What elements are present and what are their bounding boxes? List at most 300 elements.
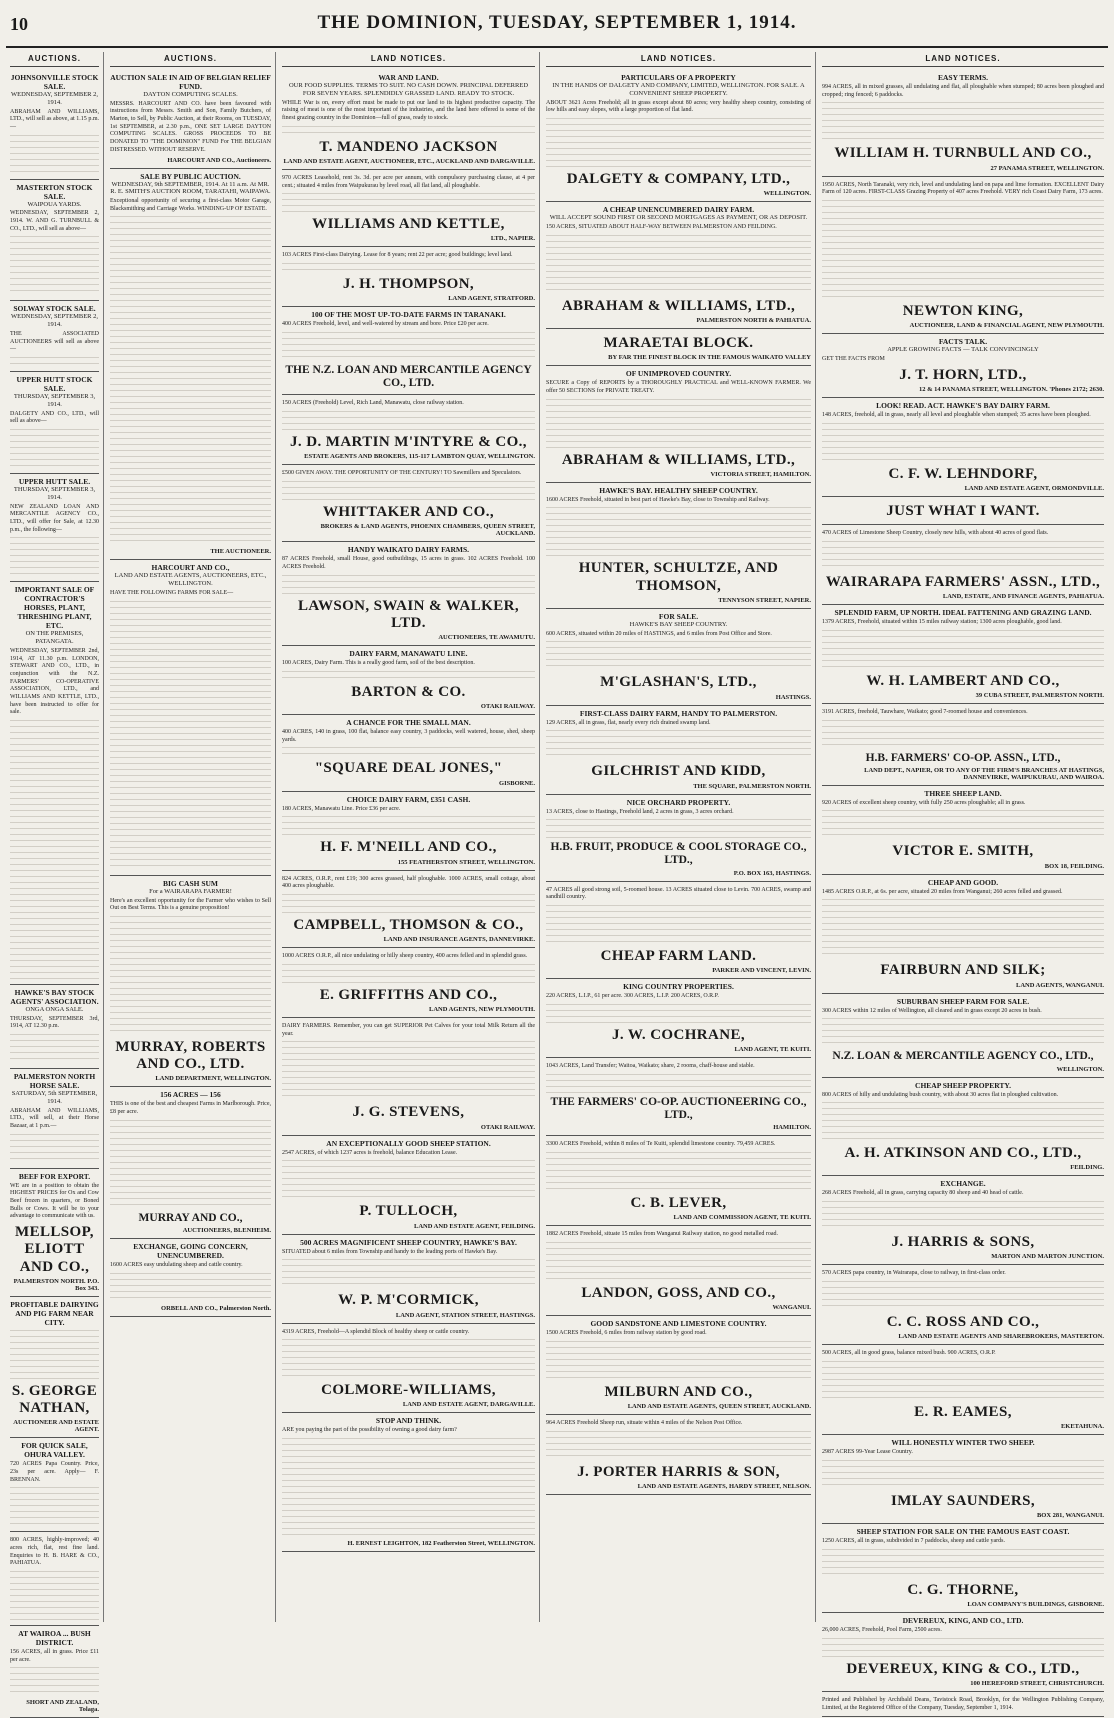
ad-advertiser-name: A. H. ATKINSON AND CO., LTD., (844, 1145, 1082, 1162)
ad-subheading: LAND AND ESTATE AGENTS, AUCTIONEERS, ETC., WELLINGTON. (114, 572, 267, 588)
ad-heading: AUCTION SALE IN AID OF BELGIAN RELIEF FUND. (110, 73, 271, 91)
ad-subheading: THURSDAY, SEPTEMBER 3, 1914. (13, 485, 96, 501)
ad-advertiser-name: LANDON, GOSS, AND CO., (581, 1284, 776, 1301)
ad-body-lines (10, 135, 99, 175)
advertisement (282, 170, 535, 248)
ad-advertiser-name: LAWSON, SWAIN & WALKER, LTD. (297, 597, 520, 631)
advertisement (10, 474, 99, 582)
ad-body: 500 ACRES, all in good grass, balance mixed bush. 900 ACRES, O.R.P. (822, 1350, 996, 1357)
advertisement (822, 1078, 1104, 1177)
ad-advertiser-name: NEWTON KING, (902, 302, 1024, 319)
ad-body-lines (546, 1152, 811, 1192)
ad-advertiser-address: HAMILTON. (773, 1124, 811, 1132)
advertisement (10, 180, 99, 302)
advertisement (822, 875, 1104, 994)
ad-body-lines (546, 1431, 811, 1461)
column-heading: LAND NOTICES. (822, 52, 1104, 67)
ad-advertiser-name: "SQUARE DEAL JONES," (314, 760, 503, 777)
ad-body: 400 ACRES, 140 in grass, 100 flat, balance easy country, 3 paddocks, well watered, house, shed, sheep yards. (282, 729, 535, 743)
ad-advertiser-name: J. PORTER HARRIS & SON, (577, 1463, 780, 1480)
ad-body-lines (282, 671, 535, 681)
ad-heading: SALE BY PUBLIC AUCTION. (140, 171, 241, 181)
ad-subheading: WEDNESDAY, SEPTEMBER 2, 1914. (10, 313, 99, 329)
ad-body: WEDNESDAY, SEPTEMBER 2nd, 1914, AT 11.30 p.m. LONDON, STEWART AND CO., LTD., in conjunction with the N.Z. FARMERS' CO-OPERATIVE ASSOCIATION, LTD., and WILLIAMS AND KETTLE, LTD., have been instructed to offer for sale. (10, 647, 99, 716)
ad-body: 800 ACRES of hilly and undulating bush country, with about 30 acres flat in ploughed cultivation. (822, 1091, 1059, 1098)
advertisement (110, 560, 271, 875)
ad-advertiser-address: P.O. BOX 163, HASTINGS. (733, 869, 811, 877)
ad-advertiser-name: W. P. M'CORMICK, (338, 1292, 479, 1309)
ad-subheading: For a WAIRARAPA FARMER! (149, 887, 232, 895)
ad-body: THIS is one of the best and cheapest Farms in Marlborough. Price, £8 per acre. (110, 1101, 271, 1116)
ad-advertiser-address: WELLINGTON. (763, 190, 811, 198)
advertisement (822, 1265, 1104, 1345)
advertisement (822, 1692, 1104, 1717)
ad-body-lines (546, 730, 811, 760)
ad-body-lines (110, 1120, 271, 1210)
ad-heading: DEVEREUX, KING, AND CO., LTD. (902, 1616, 1024, 1626)
ad-advertiser-name: C. B. LEVER, (630, 1194, 727, 1211)
ad-advertiser-address: SHORT AND ZEALAND, Tolaga. (26, 1699, 99, 1714)
ad-heading: MASTERTON STOCK SALE. (16, 182, 93, 201)
ad-body: 600 ACRES, situated within 20 miles of HASTINGS, and 6 miles from Post Office and Store. (546, 630, 772, 637)
ad-body: MESSRS. HARCOURT AND CO. have been favoured with instructions from Messrs. Smith and Son, Family Butchers, of Marton, to Sell, by Public Auction, at their Rooms, on TUESDAY, 1st SEPTEMBER, at 2.30 p.m., ONE SET LARGE DAYTON COMPUTING SCALES. GROSS PROCEEDS TO BE DONATED TO "THE DOMINION" FUND For THE BELGIAN DISTRESSED. WITHOUT RESERVE. (110, 100, 271, 153)
ad-body: 400 ACRES Freehold, level, and well-watered by stream and bore. Price £20 per acre. (282, 321, 489, 328)
ad-body: 2987 ACRES 99-Year Lease Country. (822, 1449, 913, 1456)
advertisement (546, 795, 811, 882)
ad-body: 2547 ACRES, of which 1237 acres is freehold, balance Education Lease. (282, 1149, 458, 1156)
ad-body: SECURE a Copy of REPORTS by a THOROUGHLY PRACTICAL and WELL-KNOWN FARMER. We offer 50 SECTIONS for PRIVATE TREATY. (546, 380, 811, 394)
ad-advertiser-address: AUCTIONEERS, TE AWAMUTU. (438, 634, 535, 642)
ad-body: 920 ACRES of excellent sheep country, with fully 250 acres ploughable; all in grass. (822, 799, 1026, 806)
ad-body: 150 ACRES, SITUATED ABOUT HALF-WAY BETWEEN PALMERSTON AND FEILDING. (546, 223, 777, 230)
ad-body-lines (546, 819, 811, 839)
ad-body: GET THE FACTS FROM (822, 355, 885, 362)
ad-advertiser-address: LAND DEPARTMENT, WELLINGTON. (155, 1075, 271, 1083)
ad-advertiser-address: LAND AGENT, STRATFORD. (448, 295, 535, 303)
ad-body: ARE you paying the part of the possibility of owning a good dairy farm? (282, 1427, 457, 1434)
ad-body: 1882 ACRES Freehold, situate 15 miles from Wanganui Railway station, no good metalled road. (546, 1231, 779, 1238)
ad-heading: AN EXCEPTIONALLY GOOD SHEEP STATION. (326, 1138, 491, 1148)
ad-advertiser-address: ORBELL AND CO., Palmerston North. (161, 1304, 271, 1312)
ad-heading: SUBURBAN SHEEP FARM FOR SALE. (896, 996, 1030, 1006)
ad-advertiser-name: S. GEORGE NATHAN, (11, 1382, 98, 1416)
advertisement (10, 582, 99, 985)
ad-advertiser-name: J. HARRIS & SONS, (891, 1234, 1035, 1251)
ad-advertiser-name: THE FARMERS' CO-OP. AUCTIONEERING CO., LTD., (550, 1095, 807, 1122)
advertisement (822, 1345, 1104, 1435)
ad-advertiser-address: EKETAHUNA. (1060, 1423, 1104, 1431)
ad-body-lines (546, 399, 811, 449)
column-3 (278, 52, 540, 1622)
ad-body: 103 ACRES First-class Dairying. Lease for 8 years; rent 22 per acre; good buildings; level land. (282, 252, 513, 259)
ad-body-lines (282, 1438, 535, 1538)
ad-advertiser-name: W. H. LAMBERT AND CO., (866, 672, 1060, 689)
ad-heading: FACTS TALK. (938, 337, 988, 347)
ad-body: 994 ACRES, all in mixed grasses, all undulating and flat, all ploughable when stumped; 80 acres been ploughed and cropped; ring fenced; 6 paddocks. (822, 84, 1104, 98)
ad-body: 1950 ACRES, North Taranaki, very rich, level and undulating land on papa and lime formation. EXCELLENT Dairy Farm of 120 acres. FIRST-CLASS Grazing Property of 407 acres Freehold. VERY rich Coast Dairy Farm, 173 acres. (822, 181, 1104, 196)
advertisement (822, 786, 1104, 875)
ad-body: 150 ACRES (Freehold) Level, Rich Land, Manawatu, close railway station. (282, 400, 464, 407)
ad-body-lines (110, 216, 271, 546)
ad-advertiser-address: LAND AND ESTATE AGENTS AND SHAREBROKERS, MASTERTON. (898, 1333, 1104, 1341)
ad-advertiser-name: J. T. HORN, LTD., (899, 366, 1027, 383)
ad-body-lines (546, 1341, 811, 1381)
ad-heading: CHEAP SHEEP PROPERTY. (915, 1080, 1011, 1090)
ad-advertiser-address: LAND AND ESTATE AGENTS, QUEEN STREET, AUCKLAND. (627, 1403, 811, 1411)
ad-body-lines (822, 1638, 1104, 1658)
ad-heading: KING COUNTRY PROPERTIES. (623, 982, 734, 992)
ad-body: 268 ACRES Freehold, all in grass, carrying capacity 80 sheep and 40 head of cattle. (822, 1190, 1024, 1197)
ad-body-lines (282, 193, 535, 213)
ad-heading: AT WAIROA ... BUSH DISTRICT. (18, 1628, 91, 1647)
advertisement (546, 1415, 811, 1495)
ad-heading: UPPER HUTT STOCK SALE. (16, 375, 93, 394)
ad-subheading: SATURDAY, 5th SEPTEMBER, 1914. (11, 1090, 98, 1105)
ad-body-lines (822, 1201, 1104, 1231)
advertisement (282, 792, 535, 871)
ad-subheading: WILL ACCEPT SOUND FIRST OR SECOND MORTGAGES AS PAYMENT, OR AS DEPOSIT. (549, 214, 808, 222)
advertisement (282, 646, 535, 715)
ad-body: THE ASSOCIATED AUCTIONEERS will sell as above— (10, 331, 99, 353)
ad-body: 800 ACRES, highly-improved; 40 acres rich, flat, rest fine land. Enquiries to H. B. HARE & CO., PAHIATUA. (10, 1537, 99, 1567)
ad-advertiser-address: LAND AND INSURANCE AGENTS, DANNEVIRKE. (383, 936, 535, 944)
ad-body-lines (282, 332, 535, 362)
ad-advertiser-address: ESTATE AGENTS AND BROKERS, 115-117 LAMBTON QUAY, WELLINGTON. (304, 453, 535, 461)
ad-advertiser-name: H.B. FRUIT, PRODUCE & COOL STORAGE CO., LTD., (550, 841, 807, 867)
ad-advertiser-name: IMLAY SAUNDERS, (890, 1492, 1036, 1509)
advertisement (546, 483, 811, 609)
ad-body: 970 ACRES Leasehold, rent 3s. 3d. per acre per annum, with compulsory purchasing clause, at 4 per cent.; situated 4 miles from Waipukurau by level road, all flat land, all ploughable. (282, 174, 535, 189)
ad-advertiser-name: VICTOR E. SMITH, (892, 843, 1034, 860)
ad-advertiser-address: LAND AND ESTATE AGENT, AUCTIONEER, ETC., AUCKLAND AND DARGAVILLE. (283, 157, 535, 165)
ad-body-lines (282, 481, 535, 501)
advertisement (546, 882, 811, 980)
ad-body: 824 ACRES, O.R.P., rent £19; 300 acres grassed, half ploughable. 1000 ACRES, small cottage, about 400 acres ploughable. (282, 875, 535, 890)
ad-advertiser-address: 100 HEREFORD STREET, CHRISTCHURCH. (970, 1680, 1104, 1687)
advertisement (282, 1235, 535, 1324)
ad-advertiser-name: M'GLASHAN'S, LTD., (600, 674, 757, 691)
ad-advertiser-address: LAND AGENT, TE KUITI. (734, 1046, 811, 1054)
ad-body: 47 ACRES all good strong soil, 5-roomed house. 13 ACRES situated close to Levin. 700 ACRES, swamp and sandhill country. (546, 886, 811, 901)
ad-advertiser-address: AUCTIONEER, LAND & FINANCIAL AGENT, NEW PLYMOUTH. (909, 322, 1104, 330)
ad-advertiser-name: COLMORE-WILLIAMS, (321, 1382, 496, 1399)
ad-advertiser-address: LAND AGENTS, WANGANUI. (1015, 981, 1104, 989)
ad-advertiser-name: MURRAY AND CO., (138, 1211, 243, 1224)
ad-advertiser-address: 39 CUBA STREET, PALMERSTON NORTH. (975, 691, 1104, 699)
advertisement (110, 169, 271, 561)
ad-heading: GOOD SANDSTONE AND LIMESTONE COUNTRY. (590, 1319, 767, 1329)
ad-advertiser-address: FEILDING. (1070, 1164, 1104, 1172)
advertisement (546, 706, 811, 795)
ad-heading: 100 OF THE MOST UP-TO-DATE FARMS IN TARANAKI. (311, 310, 506, 320)
column-4 (542, 52, 816, 1622)
ad-heading: IMPORTANT SALE OF CONTRACTOR'S HORSES, PLANT, THRESHING PLANT, ETC. (14, 585, 95, 631)
ad-heading: FIRST-CLASS DAIRY FARM, HANDY TO PALMERSTON. (579, 708, 778, 718)
ad-advertiser-name: J. D. MARTIN M'INTYRE & CO., (290, 434, 527, 451)
ad-body-lines (822, 1102, 1104, 1142)
ad-advertiser-address: THE AUCTIONEER. (210, 548, 271, 556)
ad-body-lines (822, 541, 1104, 571)
advertisement (822, 398, 1104, 497)
ad-advertiser-address: MARTON AND MARTON JUNCTION. (991, 1253, 1104, 1261)
ad-subheading: OUR FOOD SUPPLIES. TERMS TO SUIT. NO CASH DOWN. PRINCIPAL DEFERRED FOR SEVEN YEARS. SPLENDIDLY GRASSED LAND. READY TO STOCK. (288, 82, 529, 97)
ad-advertiser-address: VICTORIA STREET, HAMILTON. (710, 470, 811, 478)
column-heading: AUCTIONS. (110, 52, 271, 67)
ad-body: 1500 ACRES Freehold, 6 miles from railway station by good road. (546, 1330, 707, 1337)
ad-heading: EASY TERMS. (937, 73, 988, 82)
ad-advertiser-address: H. ERNEST LEIGHTON, 182 Featherston Street, WELLINGTON. (347, 1540, 535, 1548)
advertisement (10, 1532, 99, 1626)
ad-subheading: HAWKE'S BAY SHEEP COUNTRY. (629, 620, 728, 628)
ad-body-lines (546, 641, 811, 671)
ad-subheading: ONGA ONGA SALE. (25, 1005, 84, 1013)
ad-advertiser-address: LAND AND COMMISSION AGENT, TE KUITI. (673, 1214, 811, 1222)
ad-body: DALGETY AND CO., LTD., will sell as above— (10, 410, 99, 425)
ad-body: 100 ACRES, Dairy Farm. This is a really good farm, soil of the best description. (282, 660, 475, 667)
ad-advertiser-name: HUNTER, SCHULTZE, AND THOMSON, (578, 560, 779, 594)
ad-body-lines (822, 1281, 1104, 1311)
ad-advertiser-address: GISBORNE. (499, 779, 535, 787)
ad-advertiser-address: LAND AND ESTATE AGENT, ORMONDVILLE. (964, 484, 1104, 492)
ad-body-lines (10, 720, 99, 980)
ad-body-lines (546, 1074, 811, 1094)
column-5 (818, 52, 1108, 1711)
ad-body-lines (546, 1242, 811, 1282)
ad-body: SITUATED about 6 miles from Township and handy to the leading ports of Hawke's Bay. (282, 1248, 498, 1255)
ad-advertiser-name: ABRAHAM & WILLIAMS, LTD., (561, 297, 796, 314)
ad-body-lines (282, 816, 535, 836)
ad-body-lines (822, 899, 1104, 959)
ad-body-lines (282, 1339, 535, 1379)
ad-body-lines (10, 357, 99, 367)
ad-advertiser-address: LAND AGENTS, NEW PLYMOUTH. (428, 1006, 535, 1014)
ad-subheading: IN THE HANDS OF DALGETY AND COMPANY, LIMITED, WELLINGTON. FOR SALE. A CONVENIENT SHEEP PROPERTY. (552, 82, 805, 97)
ad-body: 1043 ACRES, Land Transfer; Waitoa, Waikato; share, 2 rooms, chaff-house and stable. (546, 1063, 755, 1070)
advertisement (10, 372, 99, 474)
ad-advertiser-address: OTAKI RAILWAY. (480, 703, 535, 711)
masthead (6, 4, 1108, 48)
ad-heading: DAIRY FARM, MANAWATU LINE. (349, 649, 468, 659)
column-heading: AUCTIONS. (10, 52, 99, 67)
ad-heading: JOHNSONVILLE STOCK SALE. (10, 73, 99, 91)
ad-body-lines (822, 630, 1104, 670)
ad-body-lines (110, 601, 271, 871)
ad-advertiser-name: MARAETAI BLOCK. (603, 334, 754, 351)
ad-heading: HANDY WAIKATO DAIRY FARMS. (347, 545, 470, 555)
ad-advertiser-name: N.Z. LOAN & MERCANTILE AGENCY CO., LTD., (832, 1050, 1094, 1063)
ad-heading: 500 ACRES MAGNIFICENT SHEEP COUNTRY, HAWKE'S BAY. (300, 1237, 517, 1247)
ad-body-lines (282, 747, 535, 757)
ad-body: THURSDAY, SEPTEMBER 3rd, 1914, AT 12.30 p.m. (10, 1015, 99, 1030)
ad-heading: EXCHANGE, GOING CONCERN, UNENCUMBERED. (133, 1241, 248, 1260)
ad-heading: WILL HONESTLY WINTER TWO SHEEP. (891, 1438, 1035, 1448)
column-1 (6, 52, 104, 1714)
ad-body: Exceptional opportunity of securing a first-class Motor Garage, Blacksmithing and Carriage Works. WINDING-UP OF ESTATE. (110, 198, 271, 212)
ad-body: NEW ZEALAND LOAN AND MERCANTILE AGENCY CO., LTD., will offer for Sale, at 12.30 p.m., the following— (10, 503, 99, 533)
ad-body: 13 ACRES, close to Hastings, Freehold land, 2 acres in grass, 3 acres orchard. (546, 808, 734, 815)
ad-body: 720 ACRES Papa Country. Price, 23s per acre. Apply— F. BRENNAN. (10, 1461, 99, 1483)
ad-body: 26,000 ACRES, Freehold, Pool Farm, 2500 acres. (822, 1627, 942, 1634)
ad-advertiser-name: C. F. W. LEHNDORF, (888, 465, 1038, 482)
ad-advertiser-address: AUCTIONEER AND ESTATE AGENT. (13, 1419, 99, 1434)
advertisement (822, 525, 1104, 605)
ad-body-lines (822, 1361, 1104, 1401)
ad-heading: NICE ORCHARD PROPERTY. (626, 797, 731, 807)
ad-body: Here's an excellent opportunity for the Farmer who wishes to Sell Out on Best Terms. This is a genuine proposition! (110, 897, 271, 912)
ad-advertiser-address: BOX 281, WANGANUI. (1036, 1512, 1104, 1520)
ad-body-lines (282, 411, 535, 431)
ad-body: 87 ACRES Freehold, small House, good outbuildings, 15 acres in grass. 102 ACRES Freehold. 100 ACRES Freehold. (282, 556, 535, 570)
ad-body: WHILE War is on, every effort must be made to put our land to its highest productive capacity. The raising of meat is one of the most important of the industries, and the land here offered is some of the finest grazing country in the Dominion—full of grass, ready to stock. (282, 99, 535, 121)
ad-advertiser-name: MELLSOP, ELIOTT AND CO., (15, 1224, 94, 1275)
ad-advertiser-name: H. F. M'NEILL AND CO., (320, 839, 497, 856)
advertisement (110, 876, 271, 1088)
ad-body: 220 ACRES, L.I.P., 61 per acre. 300 ACRES, L.I.P. 200 ACRES, O.R.P. (546, 993, 719, 1000)
ad-advertiser-address: PALMERSTON NORTH. P.O. Box 343. (13, 1277, 99, 1292)
ad-advertiser-name: ABRAHAM & WILLIAMS, LTD., (561, 451, 796, 468)
ad-body-lines (822, 720, 1104, 750)
column-heading: LAND NOTICES. (282, 52, 535, 67)
ad-advertiser-address: LAND AND ESTATE AGENTS, HARDY STREET, NELSON. (637, 1482, 811, 1490)
page-columns (6, 52, 1108, 1714)
advertisement (822, 994, 1104, 1078)
advertisement (282, 1413, 535, 1552)
ad-body: ABRAHAM AND WILLIAMS, LTD., will sell, at their Horse Bazaar, at 1 p.m.— (10, 1107, 99, 1129)
ad-heading: EXCHANGE. (940, 1179, 986, 1189)
ad-advertiser-address: 27 PANAMA STREET, WELLINGTON. (990, 164, 1104, 172)
masthead-title: THE DOMINION, TUESDAY, SEPTEMBER 1, 1914. (317, 12, 797, 33)
ad-body-lines (546, 118, 811, 168)
ad-body: WEDNESDAY, SEPTEMBER 2, 1914. W. AND G. TURNBULL & CO., LTD., will sell as above— (10, 210, 99, 232)
ad-advertiser-address: PARKER AND VINCENT, LEVIN. (712, 967, 811, 975)
ad-subheading: DAYTON COMPUTING SCALES. (143, 91, 238, 98)
ad-subheading: APPLE GROWING FACTS — TALK CONVINCINGLY (887, 346, 1039, 354)
advertisement (546, 202, 811, 329)
ad-heading: THREE SHEEP LAND. (924, 788, 1002, 798)
ad-advertiser-name: GILCHRIST AND KIDD, (591, 763, 766, 780)
ad-body-lines (822, 1549, 1104, 1579)
ad-heading: LOOK! READ. ACT. HAWKE'S BAY DAIRY FARM. (876, 400, 1050, 410)
ad-body: Printed and Published by Archibald Deans, Tavistock Road, Brooklyn, for the Wellington Publishing Company, Limited, at the Registered Office of the Company, Tuesday, September 1, 1914. (822, 1697, 1104, 1711)
ad-body: £500 GIVEN AWAY. THE OPPORTUNITY OF THE CENTURY! TO Sawmillers and Speculators. (282, 470, 522, 477)
ad-heading: HAWKE'S BAY. HEALTHY SHEEP COUNTRY. (599, 485, 758, 495)
ad-body-lines (10, 1487, 99, 1527)
ad-advertiser-name: C. G. THORNE, (907, 1581, 1019, 1598)
ad-body: 1600 ACRES easy undulating sheep and cattle country. (110, 1261, 243, 1268)
ad-body-lines (822, 102, 1104, 142)
ad-heading: UPPER HUTT SALE. (18, 476, 91, 486)
ad-heading: PARTICULARS OF A PROPERTY (621, 73, 736, 82)
ad-advertiser-address: OTAKI RAILWAY. (480, 1123, 535, 1131)
ad-heading: HAWKE'S BAY STOCK AGENTS' ASSOCIATION. (10, 987, 99, 1006)
ad-advertiser-name: J. G. STEVENS, (352, 1104, 465, 1121)
ad-body-lines (10, 1667, 99, 1697)
ad-heading: CHEAP AND GOOD. (927, 877, 999, 887)
ad-body-lines (546, 1004, 811, 1024)
ad-body: 964 ACRES Freehold Sheep run, situate within 4 miles of the Nelson Post Office. (546, 1420, 743, 1427)
ad-advertiser-address: LAND AND ESTATE AGENT, FEILDING. (414, 1222, 535, 1230)
ad-subheading: WAIPOUA YARDS. (27, 200, 82, 208)
ad-body-lines (822, 810, 1104, 840)
ad-body: 4319 ACRES, Freehold—A splendid Block of healthy sheep or cattle country. (282, 1328, 470, 1335)
ad-body-lines (10, 236, 99, 296)
ad-heading: BIG CASH SUM (162, 878, 218, 888)
ad-body: 1485 ACRES O.R.P., at 6s. per acre, situated 20 miles from Wanganui; 260 acres felled and grassed. (822, 888, 1063, 895)
ad-advertiser-name: FAIRBURN AND SILK; (880, 962, 1046, 979)
ad-advertiser-name: CHEAP FARM LAND. (600, 948, 757, 965)
advertisement (546, 366, 811, 483)
advertisement (110, 70, 271, 169)
ad-body-lines (282, 964, 535, 984)
advertisement (10, 1169, 99, 1297)
advertisement (10, 1626, 99, 1718)
ad-body: 1000 ACRES O.R.P., all nice undulating or hilly sheep country, 400 acres felled and in splendid grass. (282, 953, 528, 960)
advertisement (282, 1324, 535, 1414)
ad-advertiser-name: E. R. EAMES, (914, 1403, 1012, 1420)
ad-advertiser-name: MILBURN AND CO., (604, 1383, 753, 1400)
ad-advertiser-address: AUCTIONEERS, BLENHEIM. (182, 1226, 271, 1234)
advertisement (546, 1316, 811, 1415)
advertisement (282, 871, 535, 949)
advertisement (10, 1069, 99, 1169)
ad-body-lines (10, 429, 99, 469)
ad-heading: FOR QUICK SALE, OHURA VALLEY. (21, 1441, 88, 1460)
advertisement (546, 979, 811, 1058)
ad-advertiser-name: J. H. THOMPSON, (342, 276, 475, 293)
ad-advertiser-name: DEVEREUX, KING & CO., LTD., (846, 1660, 1080, 1677)
ad-body: 1379 ACRES, Freehold, situated within 15 miles railway station; 1300 acres ploughable, good land. (822, 619, 1062, 625)
advertisement (822, 704, 1104, 786)
ad-body-lines (282, 575, 535, 595)
ad-advertiser-name: JUST WHAT I WANT. (886, 502, 1040, 519)
ad-advertiser-address: PALMERSTON NORTH & PAHIATUA. (696, 316, 811, 324)
ad-advertiser-address: THE SQUARE, PALMERSTON NORTH. (693, 782, 811, 790)
ad-advertiser-address: 155 FEATHERSTON STREET, WELLINGTON. (397, 858, 535, 866)
advertisement (282, 465, 535, 542)
advertisement (10, 70, 99, 180)
ad-heading: SHEEP STATION FOR SALE ON THE FAMOUS EAST COAST. (856, 1527, 1070, 1537)
ad-subheading: ON THE PREMISES, PATANGATA. (25, 630, 84, 646)
advertisement (282, 307, 535, 395)
advertisement (546, 1058, 811, 1136)
ad-advertiser-address: LOAN COMPANY'S BUILDINGS, GISBORNE. (967, 1601, 1104, 1609)
ad-advertiser-name: WILLIAMS AND KETTLE, (312, 216, 505, 233)
advertisement (822, 1524, 1104, 1613)
advertisement (822, 334, 1104, 398)
ad-body-lines (110, 1273, 271, 1303)
ad-heading: PALMERSTON NORTH HORSE SALE. (13, 1072, 96, 1091)
ad-advertiser-name: THE N.Z. LOAN AND MERCANTILE AGENCY CO., LTD. (285, 364, 532, 390)
ad-body-lines (282, 263, 535, 273)
ad-body-lines (282, 1160, 535, 1200)
ad-advertiser-name: WAIRARAPA FARMERS' ASSN., LTD., (825, 573, 1101, 590)
ad-subheading: WEDNESDAY, 9th SEPTEMBER, 1914. At 11 a.m. At MR. R. E. SMITH'S AUCTION ROOM, TARATAHI, WAIPAWA. (110, 180, 271, 196)
ad-body-lines (546, 507, 811, 557)
ad-body: 3300 ACRES Freehold, within 8 miles of Te Kuiti, splendid limestone country. 79,459 ACRES. (546, 1141, 776, 1148)
ad-body: 1250 ACRES, all in grass, subdivided in 7 paddocks, sheep and cattle yards. (822, 1538, 1005, 1545)
ad-body-lines (822, 1460, 1104, 1490)
ad-body: 470 ACRES of Limestone Sheep Country, closely new hills, with about 40 acres of good flats. (822, 530, 1049, 537)
ad-heading: CHOICE DAIRY FARM, £351 CASH. (346, 794, 471, 804)
advertisement (546, 609, 811, 706)
ad-body: 129 ACRES, all in grass, flat, nearly every rich drained swamp land. (546, 719, 711, 726)
ad-advertiser-address: LAND AND ESTATE AGENT, DARGAVILLE. (402, 1401, 535, 1409)
ad-body-lines (546, 905, 811, 945)
ad-heading: OF UNIMPROVED COUNTRY. (625, 369, 732, 379)
ad-body: 3191 ACRES, freehold, Tauwhare, Waikato; good 7-roomed house and conveniences. (822, 708, 1028, 715)
ad-advertiser-address: BOX 18, FEILDING. (1044, 862, 1104, 870)
ad-advertiser-name: P. TULLOCH, (359, 1203, 458, 1220)
